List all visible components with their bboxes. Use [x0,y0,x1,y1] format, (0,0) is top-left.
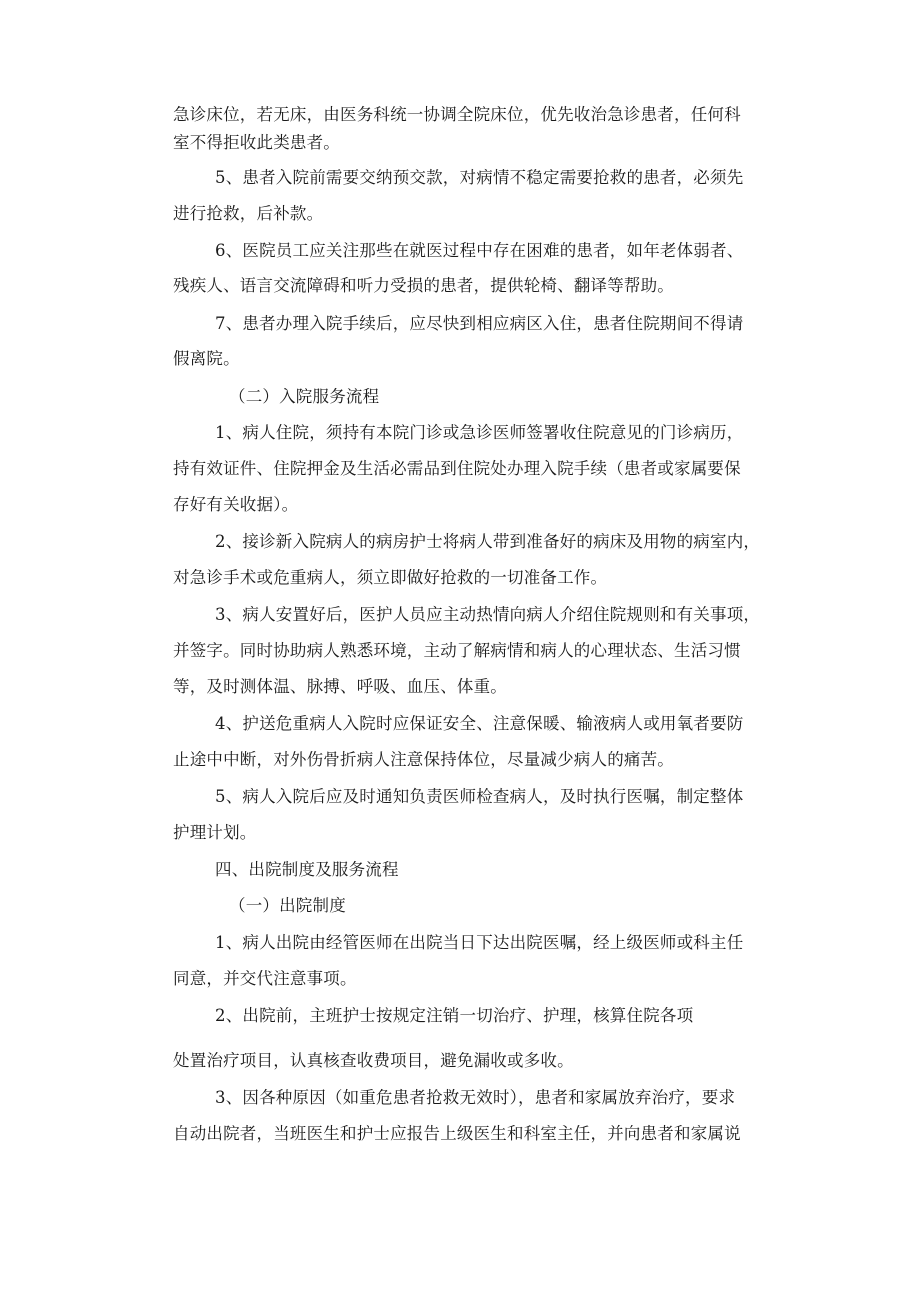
text-line: 存好有关收据）。 [173,495,299,514]
text-line: 2、接诊新入院病人的病房护士将病人带到准备好的病床及用物的病室内， [215,532,761,551]
text-line: 6、医院员工应关注那些在就医过程中存在困难的患者，如年老体弱者、 [215,241,744,260]
text-line: 1、病人住院，须持有本院门诊或急诊医师签署收住院意见的门诊病历， [215,423,744,442]
text-line: 假离院。 [173,349,240,368]
text-line: 3、病人安置好后，医护人员应主动热情向病人介绍住院规则和有关事项， [215,605,761,624]
text-line: 3、因各种原因（如重危患者抢救无效时），患者和家属放弃治疗，要求 [215,1088,736,1107]
text-line: 5、患者入院前需要交纳预交款，对病情不稳定需要抢救的患者，必须先 [215,168,744,187]
text-line: 室不得拒收此类患者。 [173,133,340,152]
text-line: 对急诊手术或危重病人，须立即做好抢救的一切准备工作。 [173,568,608,587]
text-line: 等，及时测体温、脉搏、呼吸、血压、体重。 [173,677,507,696]
section-heading: （二）入院服务流程 [229,387,380,406]
text-line: 5、病人入院后应及时通知负责医师检查病人，及时执行医嘱，制定整体 [215,787,744,806]
text-line: 残疾人、语言交流障碍和听力受损的患者，提供轮椅、翻译等帮助。 [173,276,674,295]
text-line: 1、病人出院由经管医师在出院当日下达出院医嘱，经上级医师或科主任 [215,933,744,952]
text-line: 处置治疗项目，认真核查收费项目，避免漏收或多收。 [173,1051,574,1070]
subsection-heading: （一）出院制度 [229,896,346,915]
section-heading: 四、出院制度及服务流程 [215,860,399,879]
text-line: 持有效证件、住院押金及生活必需品到住院处办理入院手续（患者或家属要保 [173,459,741,478]
text-line: 并签字。同时协助病人熟悉环境，主动了解病情和病人的心理状态、生活习惯 [173,641,741,660]
text-line: 止途中中断，对外伤骨折病人注意保持体位，尽量减少病人的痛苦。 [173,750,674,769]
text-line: 2、出院前，主班护士按规定注销一切治疗、护理，核算住院各项 [215,1006,694,1025]
text-line: 急诊床位，若无床，由医务科统一协调全院床位，优先收治急诊患者，任何科 [173,105,741,124]
text-line: 7、患者办理入院手续后，应尽快到相应病区入住，患者住院期间不得请 [215,314,744,333]
text-line: 护理计划。 [173,823,257,842]
text-line: 自动出院者，当班医生和护士应报告上级医生和科室主任，并向患者和家属说 [173,1124,741,1143]
text-line: 进行抢救，后补款。 [173,204,324,223]
text-line: 4、护送危重病人入院时应保证安全、注意保暖、输液病人或用氧者要防 [215,714,744,733]
text-line: 同意，并交代注意事项。 [173,969,357,988]
